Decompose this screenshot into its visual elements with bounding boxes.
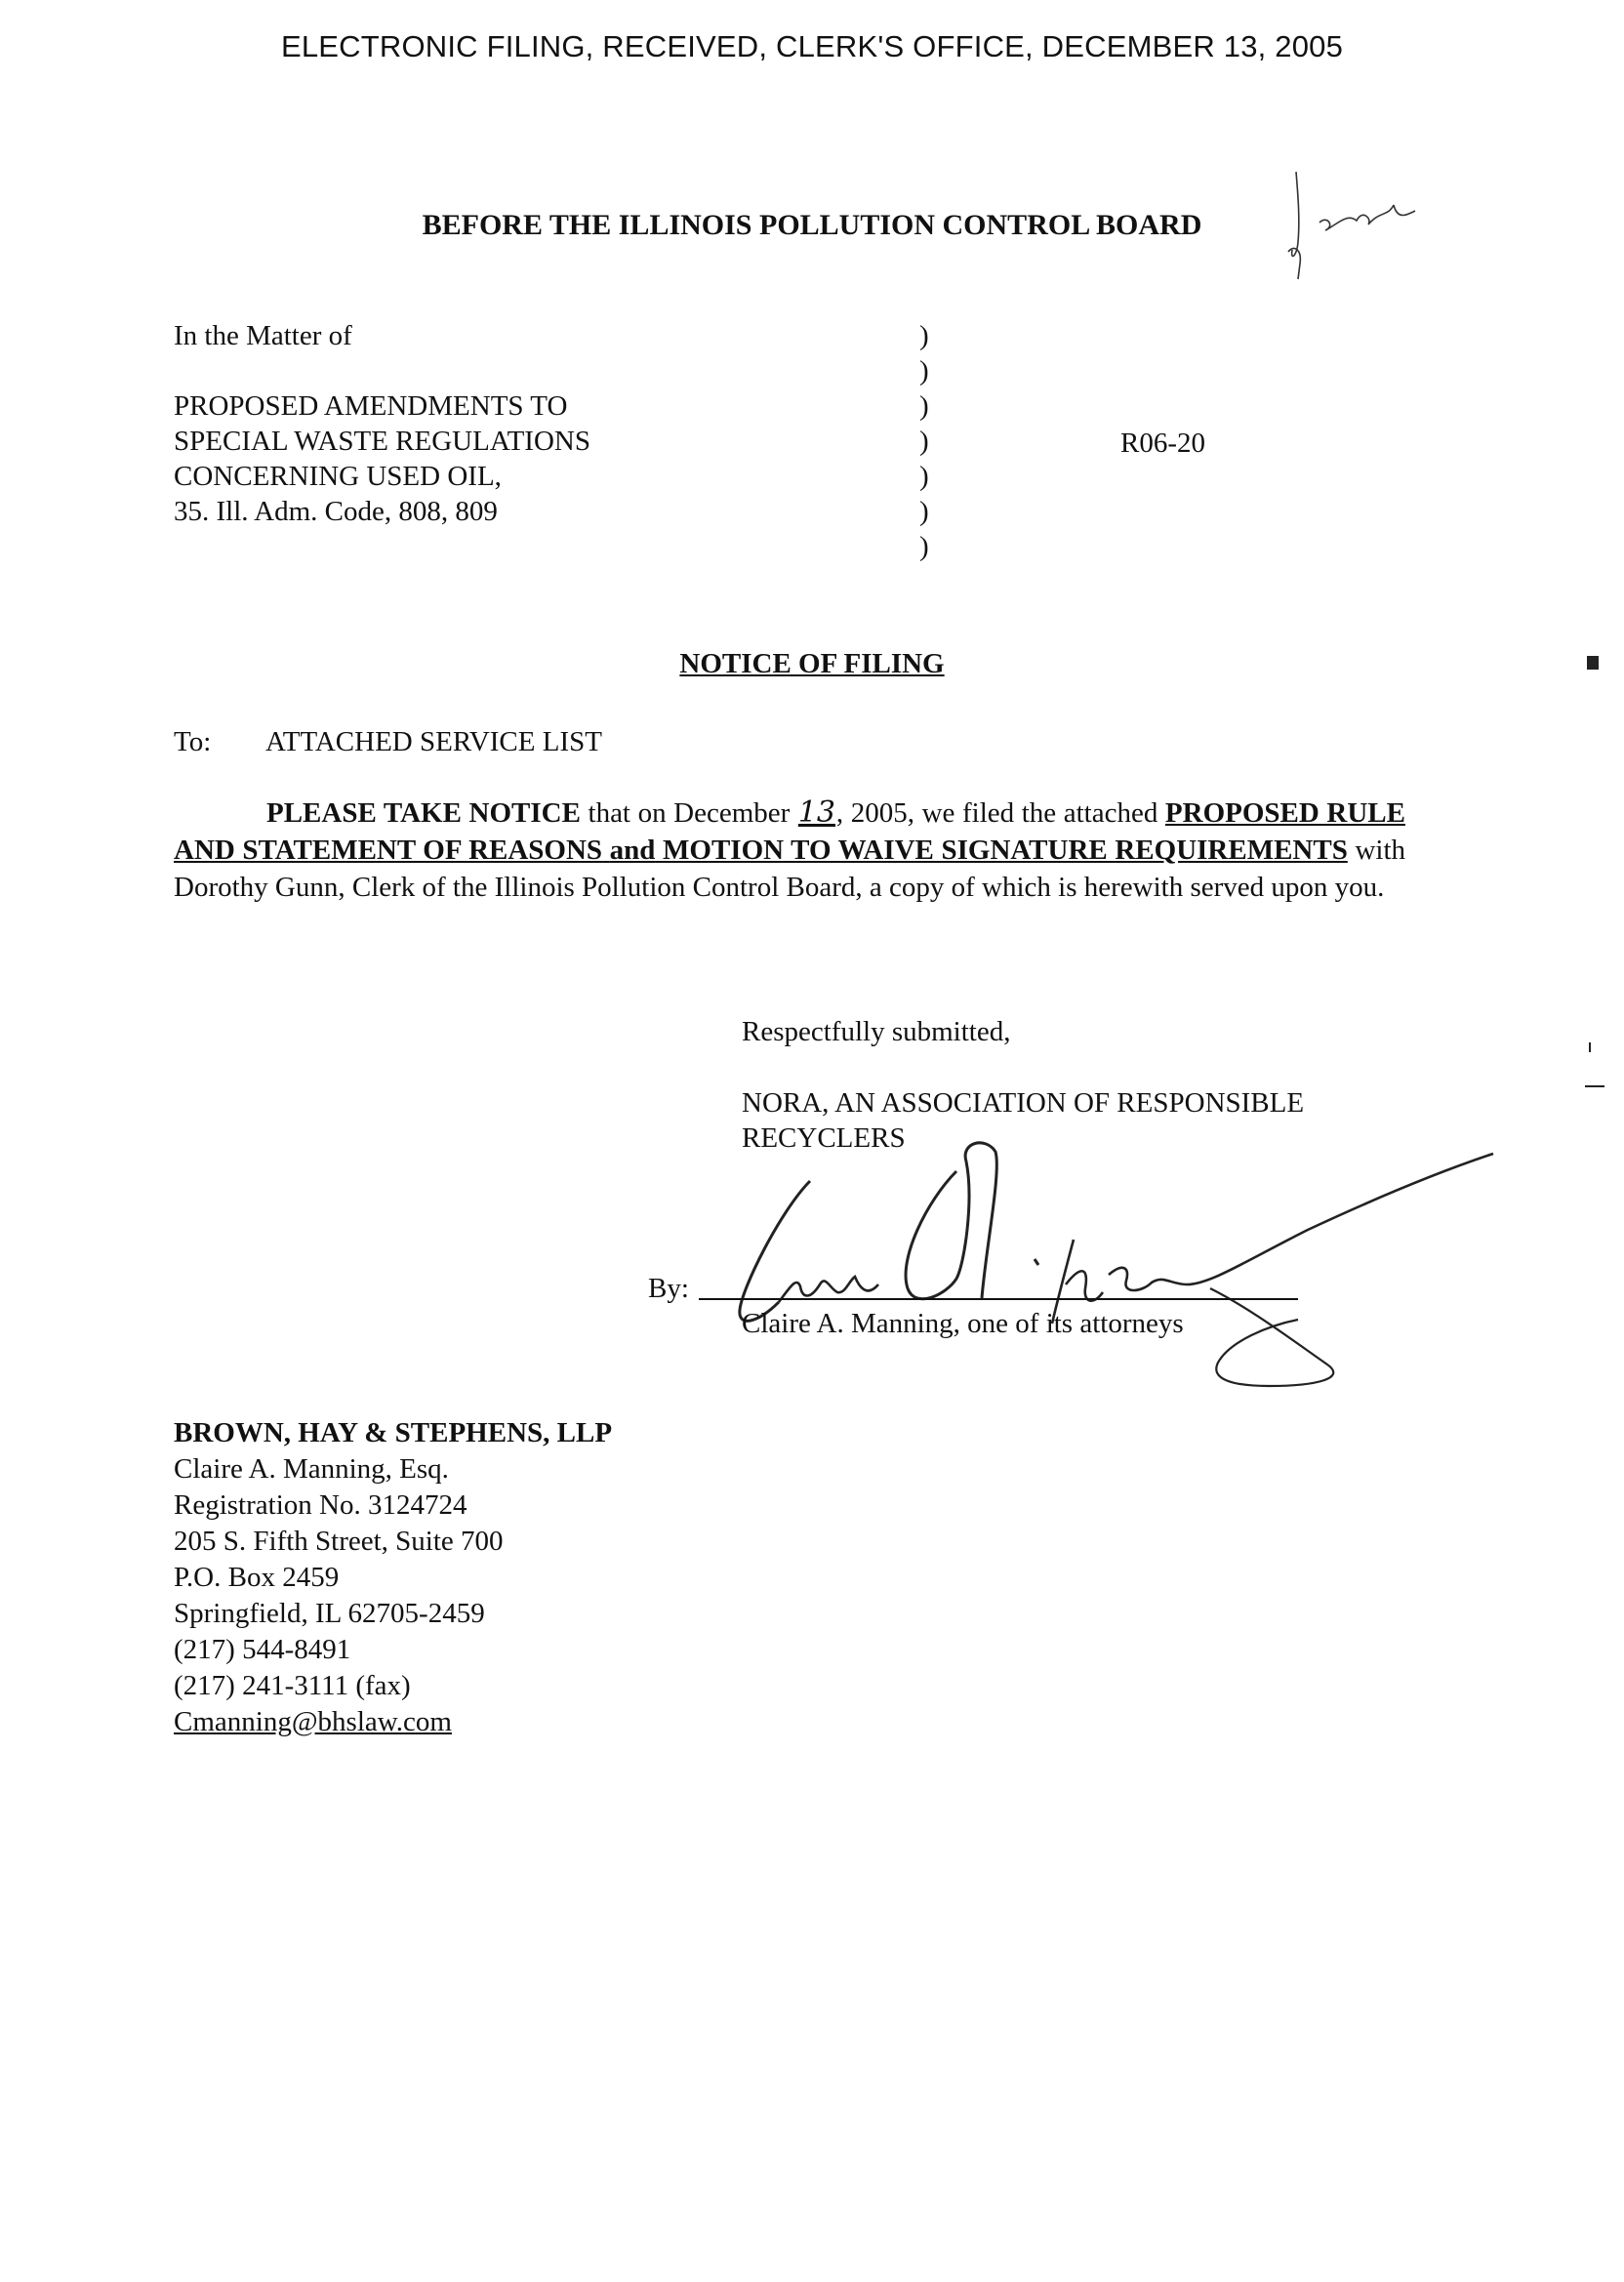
board-title: BEFORE THE ILLINOIS POLLUTION CONTROL BOARD (422, 209, 1202, 241)
document-title-2: MOTION TO WAIVE SIGNATURE REQUIREMENTS (663, 835, 1348, 866)
org-line: NORA, AN ASSOCIATION OF RESPONSIBLE (742, 1087, 1305, 1119)
paren: ) (919, 355, 929, 387)
firm-registration: Registration No. 3124724 (174, 1489, 467, 1521)
notice-title: NOTICE OF FILING (679, 648, 945, 679)
notice-lead: PLEASE TAKE NOTICE (266, 797, 581, 829)
notation-text: Jean (1337, 244, 1340, 245)
caption-line: PROPOSED AMENDMENTS TO (174, 390, 568, 422)
caption-line: SPECIAL WASTE REGULATIONS (174, 426, 590, 457)
paren: ) (919, 531, 929, 562)
and-word: and (609, 835, 656, 866)
firm-phone: (217) 544-8491 (174, 1634, 351, 1665)
scan-mark (1587, 656, 1599, 670)
to-recipient: ATTACHED SERVICE LIST (265, 726, 602, 757)
firm-city: Springfield, IL 62705-2459 (174, 1598, 485, 1629)
caption-line: CONCERNING USED OIL, (174, 461, 502, 492)
case-caption (174, 318, 590, 564)
caption-line: In the Matter of (174, 320, 352, 351)
by-label: By: (648, 1273, 689, 1304)
firm-name: BROWN, HAY & STEPHENS, LLP (174, 1417, 613, 1448)
paren: ) (919, 496, 929, 527)
handwritten-date: 13 (797, 795, 835, 830)
handwritten-signature (664, 1093, 1522, 1406)
notice-text: , 2005, we filed the attached (835, 797, 1165, 829)
notice-text: that on December (580, 797, 797, 829)
notice-paragraph (174, 795, 1405, 906)
caption-line (174, 529, 590, 564)
signature-text: Claire A. Manning (673, 1103, 681, 1104)
firm-attorney: Claire A. Manning, Esq. (174, 1453, 449, 1485)
caption-parentheses (919, 318, 939, 564)
paren: ) (919, 320, 929, 351)
firm-address-block (174, 1415, 612, 1740)
paren: ) (919, 390, 929, 422)
document-title-1: PROPOSED RULE AND STATEMENT OF REASONS (174, 797, 1405, 866)
notice-text: with Dorothy Gunn, Clerk of the Illinois Pollution Control Board, a copy of which is herewith served upon you. (174, 835, 1405, 903)
scan-mark (1585, 1085, 1604, 1087)
filing-stamp-header: ELECTRONIC FILING, RECEIVED, CLERK'S OFFICE, DECEMBER 13, 2005 (280, 29, 1344, 63)
firm-po-box: P.O. Box 2459 (174, 1562, 340, 1593)
caption-line (174, 353, 590, 388)
org-line: RECYCLERS (742, 1122, 906, 1154)
signature-line (699, 1298, 1298, 1300)
to-label: To: (174, 726, 212, 757)
scan-mark (1589, 1042, 1591, 1052)
paren: ) (919, 461, 929, 492)
closing-respectfully: Respectfully submitted, (742, 1016, 1011, 1047)
firm-fax: (217) 241-3111 (fax) (174, 1670, 411, 1701)
signer-name: Claire A. Manning, one of its attorneys (742, 1308, 1184, 1339)
docket-number: R06-20 (1120, 428, 1205, 459)
caption-line: 35. Ill. Adm. Code, 808, 809 (174, 496, 498, 527)
paren: ) (919, 426, 929, 457)
firm-street: 205 S. Fifth Street, Suite 700 (174, 1526, 504, 1557)
firm-email-link[interactable]: Cmanning@bhslaw.com (174, 1706, 452, 1737)
